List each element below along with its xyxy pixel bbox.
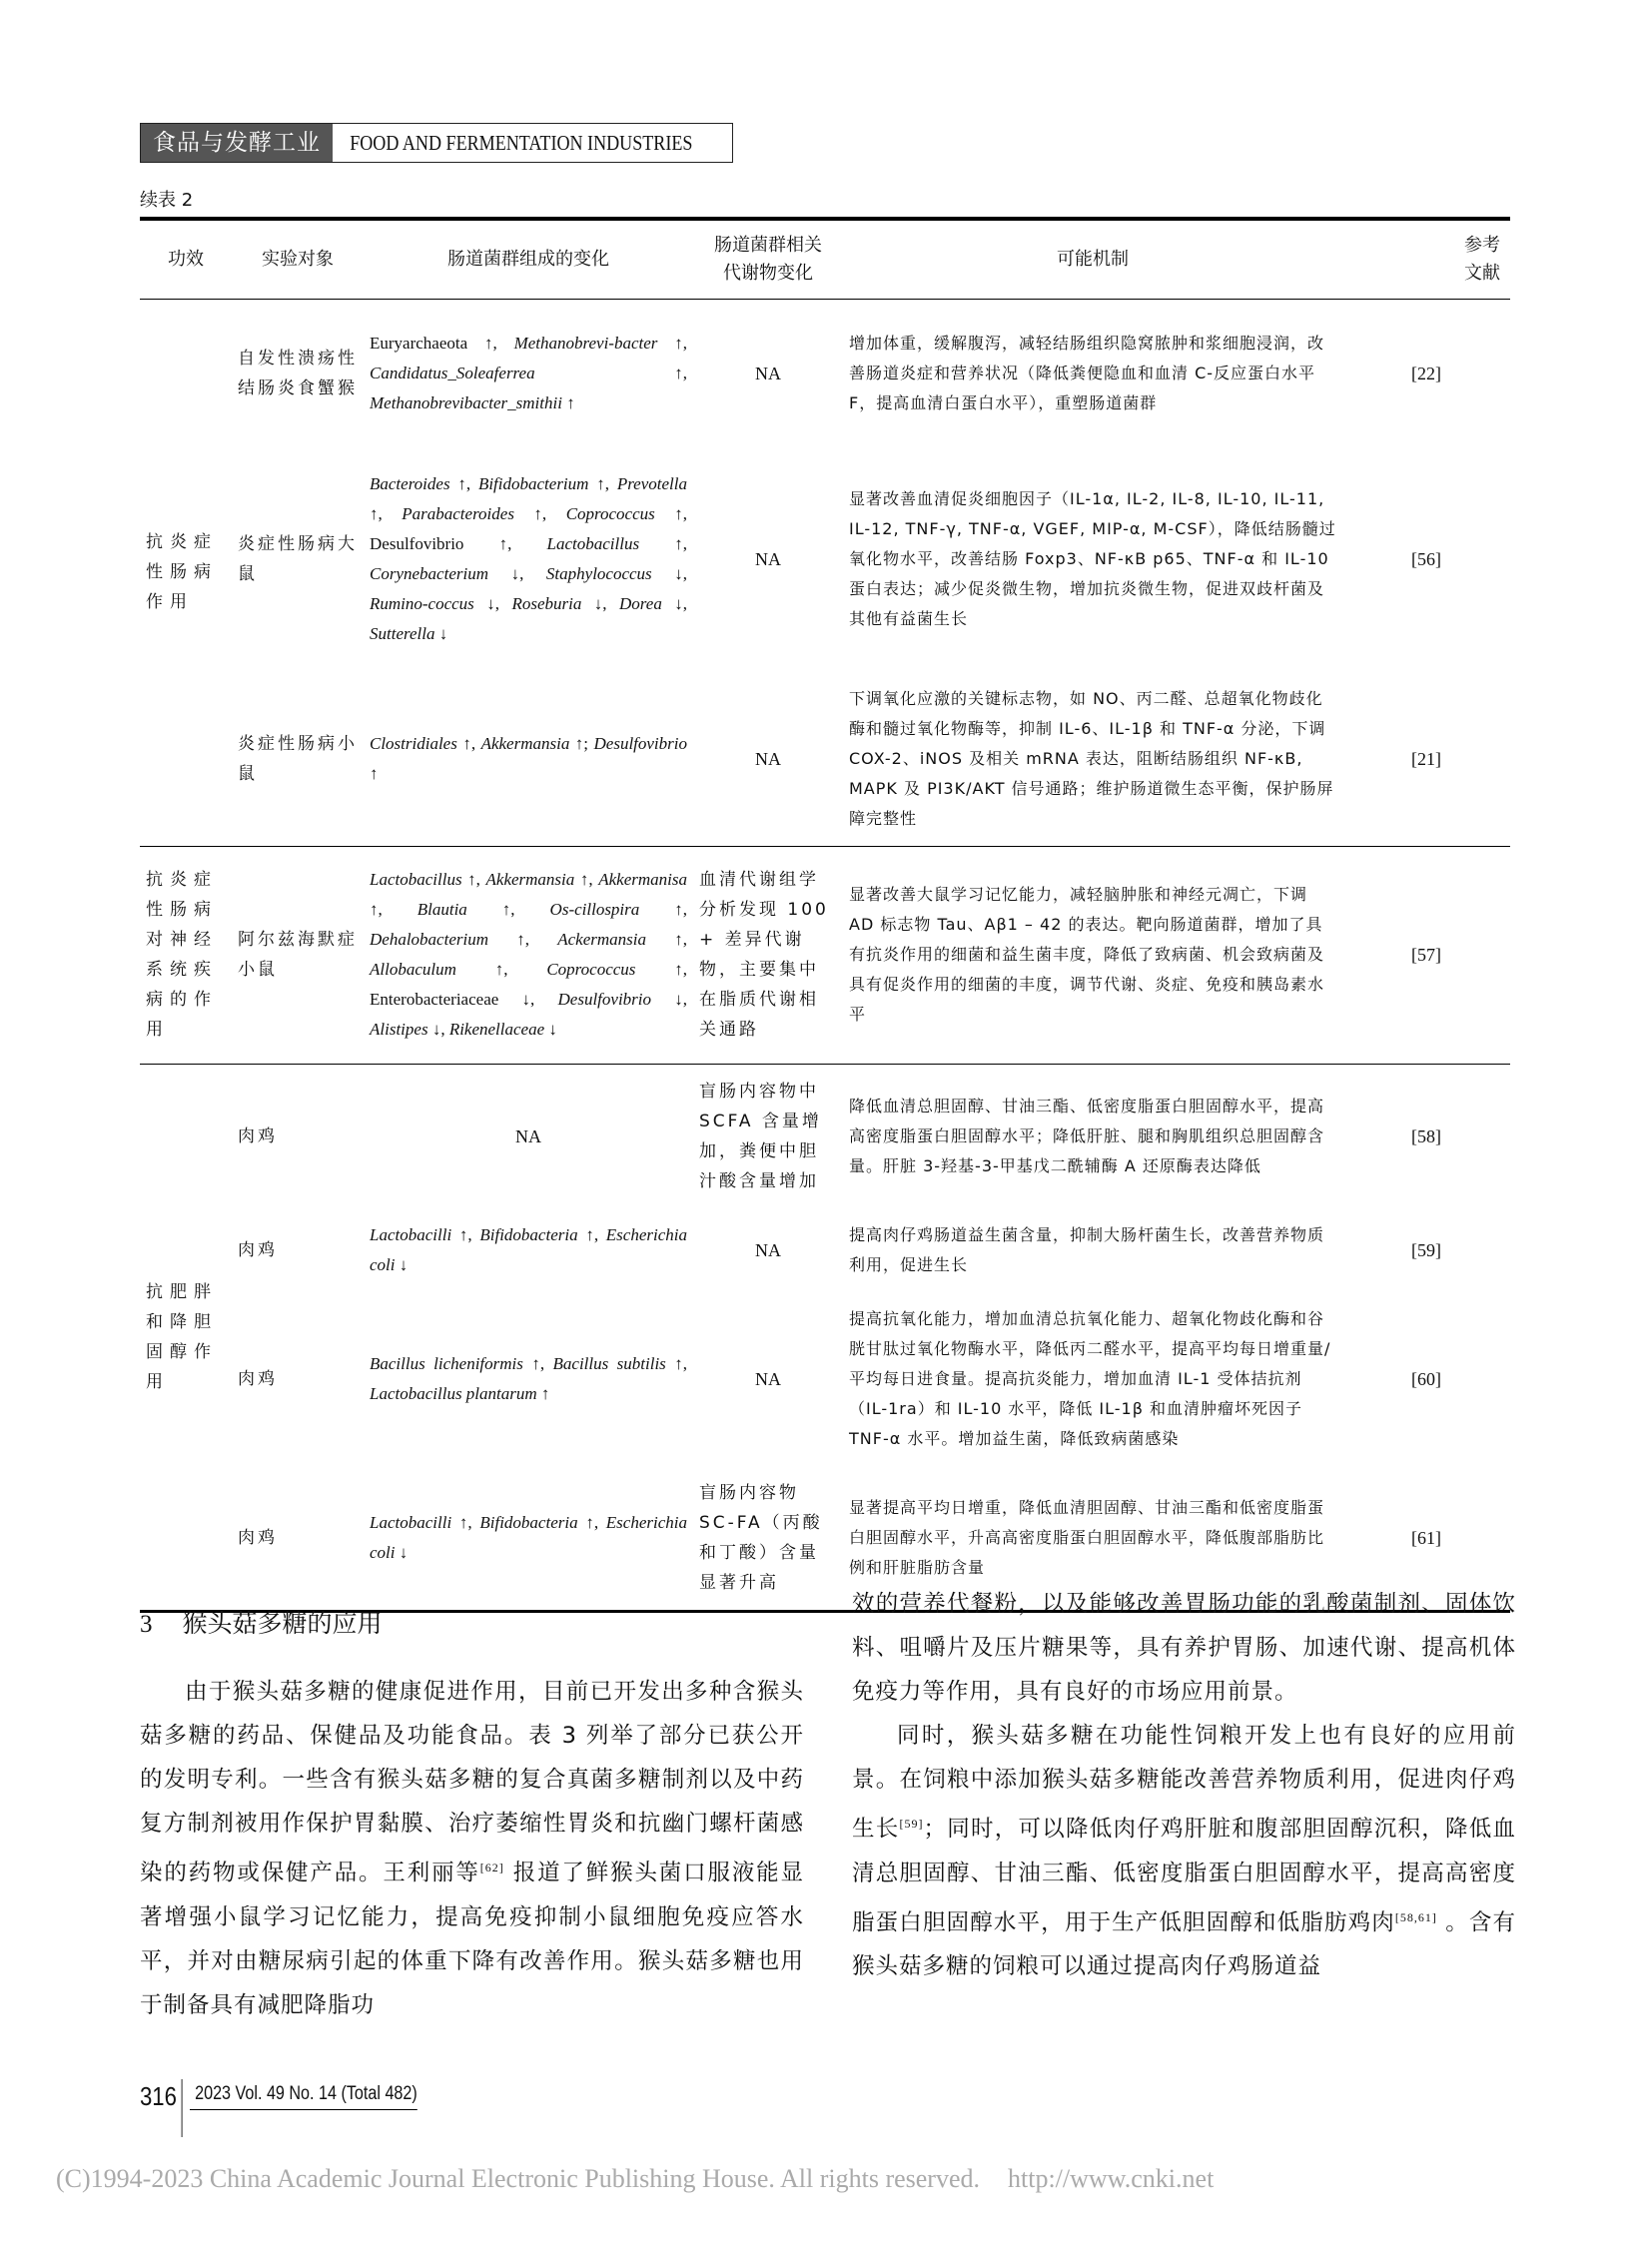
reference-cell: [59] [1411, 1239, 1441, 1260]
copyright-watermark [56, 2164, 1214, 2194]
subject-cell: 炎症性肠病小鼠 [232, 672, 364, 847]
mechanism-cell: 显著改善血清促炎细胞因子（IL-1α, IL-2, IL-8, IL-10, IL-11, IL-12, TNF-γ, TNF-α, VGEF, MIP-α, M-CSF），降低结肠髓过氧化物水平，改善结肠 Foxp3、NF-κB p65、TNF-α 和 IL-10 蛋白表达；减少促炎微生物，增加抗炎微生物，促进双歧杆菌及其他有益菌生长 [849, 489, 1336, 628]
effect-cell: 抗炎症性肠病作用 [140, 300, 232, 847]
table-row [140, 1292, 1510, 1466]
paragraph-text: 。含有猴头菇多糖的饲粮可以通过提高肉仔鸡肠道益 [852, 1909, 1516, 1979]
effect-cell: 抗炎症性肠病对神经系统疾病的作用 [140, 846, 232, 1064]
metabolite-cell: 盲肠内容物 SC-FA（丙酸和丁酸）含量显著升高 [693, 1466, 843, 1612]
subject-cell: 自发性溃疡性结肠炎食蟹猴 [238, 348, 358, 398]
table-row [140, 447, 1510, 672]
metabolite-cell: NA [755, 1239, 781, 1260]
table-header-row [140, 219, 1510, 300]
bacteria-cell: NA [515, 1125, 541, 1146]
section-number: 3 [140, 1611, 153, 1638]
body-paragraph [140, 1670, 804, 2027]
body-column-left [140, 1670, 804, 2027]
subject-cell: 肉鸡 [238, 1368, 278, 1389]
reference-cell: [60] [1411, 1368, 1441, 1389]
reference-cell: [61] [1342, 1466, 1510, 1612]
col-header-metabolite-line1: 肠道菌群相关 [714, 235, 822, 256]
bacteria-cell: Bacteroides ↑, Bifidobacterium ↑, Prevotella ↑, Parabacteroides ↑, Coprococcus ↑, Desulfovibrio ↑, Lactobacillus ↑, Corynebacterium ↓, Staphylococcus ↓, Rumino-coccus ↓, Roseburia ↓, Dorea ↓, Sutterella ↓ [370, 474, 688, 643]
body-paragraph: 效的营养代餐粉，以及能够改善胃肠功能的乳酸菌制剂、固体饮料、咀嚼片及压片糖果等，具有养护胃肠、加速代谢、提高机体免疫力等作用，具有良好的市场应用前景。 [852, 1591, 1516, 1705]
bacteria-cell: Lactobacillus ↑, Akkermansia ↑, Akkermanisa ↑, Blautia ↑, Os-cillospira ↑, Dehalobacterium ↑, Ackermansia ↑, Allobaculum ↑, Coprococcus ↑, Enterobacteriaceae ↓, Desulfovibrio ↓, Alistipes ↓, Rikenellaceae ↓ [364, 846, 693, 1064]
metabolite-cell: 血清代谢组学分析发现 100 + 差异代谢物，主要集中在脂质代谢相关通路 [693, 846, 843, 1064]
metabolite-cell: NA [755, 1368, 781, 1389]
table-row [140, 300, 1510, 447]
mechanism-cell: 下调氧化应激的关键标志物，如 NO、丙二醛、总超氧化物歧化酶和髓过氧化物酶等，抑制 IL-6、IL-1β 和 TNF-α 分泌，下调 COX-2、iNOS 及相关 mRNA 表达，阻断结肠组织 NF-κB, MAPK 及 PI3K/AKT 信号通路；维护肠道微生态平衡，保护肠屏障完整性 [843, 672, 1342, 847]
col-header-subject: 实验对象 [232, 219, 364, 300]
subject-cell: 炎症性肠病大鼠 [238, 534, 358, 584]
col-header-ref [1342, 219, 1510, 300]
reference-cell: [57] [1342, 846, 1510, 1064]
table-row [140, 1064, 1510, 1208]
bacteria-cell: Lactobacilli ↑, Bifidobacteria ↑, Escherichia coli ↓ [364, 1466, 693, 1612]
subject-cell: 肉鸡 [238, 1125, 278, 1146]
table-row [140, 846, 1510, 1064]
table-row [140, 1208, 1510, 1292]
citation[interactable]: [59] [899, 1817, 924, 1831]
col-header-mechanism: 可能机制 [843, 219, 1342, 300]
col-header-effect: 功效 [140, 219, 232, 300]
metabolite-cell: NA [693, 672, 843, 847]
reference-cell: [22] [1411, 363, 1441, 383]
metabolite-cell: NA [755, 549, 781, 569]
reference-cell: [21] [1342, 672, 1510, 847]
subject-cell: 肉鸡 [232, 1466, 364, 1612]
mechanism-cell: 显著提高平均日增重，降低血清胆固醇、甘油三酯和低密度脂蛋白胆固醇水平，升高高密度脂蛋白胆固醇水平，降低腹部脂肪比例和肝脏脂肪含量 [843, 1466, 1342, 1612]
paragraph-text: 同时，猴头菇多糖在功能性饲粮开发上也有良好的应用前景。在饲粮中添加猴头菇多糖能改善营养物质利用，促进肉仔鸡生长 [852, 1723, 1516, 1843]
issue-info: 2023 Vol. 49 No. 14 (Total 482) [190, 2079, 417, 2110]
table-row [140, 672, 1510, 847]
copyright-text: (C)1994-2023 China Academic Journal Electronic Publishing House. All rights reserved. [56, 2164, 980, 2193]
section-title: 猴头菇多糖的应用 [182, 1609, 383, 1638]
mechanism-cell: 增加体重，缓解腹泻，减轻结肠组织隐窝脓肿和浆细胞浸润，改善肠道炎症和营养状况（降低粪便隐血和血清 C-反应蛋白水平 F，提高血清白蛋白水平），重塑肠道菌群 [849, 333, 1325, 412]
body-paragraph [852, 1714, 1516, 1988]
mechanism-cell: 提高抗氧化能力，增加血清总抗氧化能力、超氧化物歧化酶和谷胱甘肽过氧化物酶水平，降低丙二醛水平，提高平均每日增重量/平均每日进食量。提高抗炎能力，增加血清 IL-1 受体拮抗剂（IL-1ra）和 IL-10 水平，降低 IL-1β 和血清肿瘤坏死因子 TNF-α 水平。增加益生菌，降低致病菌感染 [849, 1308, 1331, 1448]
mechanism-cell: 显著改善大鼠学习记忆能力，减轻脑肿胀和神经元凋亡，下调 AD 标志物 Tau、Aβ1 – 42 的表达。靶向肠道菌群，增加了具有抗炎作用的细菌和益生菌丰度，降低了致病菌、机会致病菌及具有促炎作用的细菌的丰度，调节代谢、炎症、免疫和胰岛素水平 [843, 846, 1342, 1064]
data-table [140, 217, 1510, 1613]
col-header-ref-line2: 文献 [1464, 263, 1500, 284]
metabolite-cell: NA [755, 363, 781, 383]
section-heading [140, 1604, 383, 1640]
metabolite-cell: 盲肠内容物中 SCFA 含量增加，粪便中胆汁酸含量增加 [699, 1081, 822, 1191]
bacteria-cell: Euryarchaeota ↑, Methanobrevi-bacter ↑, Candidatus_Soleaferrea ↑, Methanobrevibacter_smithii ↑ [370, 333, 687, 412]
paragraph-text: 由于猴头菇多糖的健康促进作用，目前已开发出多种含猴头菇多糖的药品、保健品及功能食品。表 3 列举了部分已获公开的发明专利。一些含有猴头菇多糖的复合真菌多糖制剂以及中药复方制剂被用作保护胃黏膜、治疗萎缩性胃炎和抗幽门螺杆菌感染的药物或保健产品。王利丽等 [140, 1679, 804, 1886]
table-caption: 续表 2 [140, 190, 194, 211]
col-header-ref-line1: 参考 [1464, 235, 1500, 256]
table-body [140, 300, 1510, 1612]
paragraph-text: 报道了鲜猴头菌口服液能显著增强小鼠学习记忆能力，提高免疫抑制小鼠细胞免疫应答水平，并对由糖尿病引起的体重下降有改善作用。猴头菇多糖也用于制备具有减肥降脂功 [140, 1860, 804, 2018]
bacteria-cell: Bacillus licheniformis ↑, Bacillus subtilis ↑, Lactobacillus plantarum ↑ [370, 1353, 688, 1403]
mechanism-cell: 降低血清总胆固醇、甘油三酯、低密度脂蛋白胆固醇水平，提高高密度脂蛋白胆固醇水平；降低肝脏、腿和胸肌组织总胆固醇含量。肝脏 3-羟基-3-甲基戊二酰辅酶 A 还原酶表达降低 [849, 1096, 1325, 1175]
citation[interactable]: [62] [479, 1861, 504, 1874]
effect-cell: 抗肥胖和降胆固醇作用 [140, 1064, 232, 1611]
journal-name-cn: 食品与发酵工业 [141, 124, 333, 162]
journal-name-en: FOOD AND FERMENTATION INDUSTRIES [350, 131, 693, 155]
col-header-bacteria: 肠道菌群组成的变化 [364, 219, 693, 300]
reference-cell: [56] [1411, 549, 1441, 569]
bacteria-cell: Clostridiales ↑, Akkermansia ↑; Desulfovibrio ↑ [364, 672, 693, 847]
citation[interactable]: [58,61] [1394, 1909, 1437, 1924]
subject-cell: 肉鸡 [238, 1239, 278, 1260]
col-header-metabolite-line2: 代谢物变化 [723, 263, 813, 284]
page-footer [140, 2079, 457, 2137]
reference-cell: [58] [1411, 1125, 1441, 1146]
page-number: 316 [140, 2079, 183, 2137]
journal-header [140, 123, 733, 163]
bacteria-cell: Lactobacilli ↑, Bifidobacteria ↑, Escherichia coli ↓ [370, 1224, 687, 1274]
paragraph-text: ；同时，可以降低肉仔鸡肝脏和腹部胆固醇沉积，降低血清总胆固醇、甘油三酯、低密度脂蛋白胆固醇水平，提高高密度脂蛋白胆固醇水平，用于生产低胆固醇和低脂肪鸡肉 [852, 1816, 1516, 1935]
cnki-link[interactable]: http://www.cnki.net [1008, 2164, 1215, 2193]
subject-cell: 阿尔兹海默症小鼠 [232, 846, 364, 1064]
col-header-metabolite [693, 219, 843, 300]
mechanism-cell: 提高肉仔鸡肠道益生菌含量，抑制大肠杆菌生长，改善营养物质利用，促进生长 [849, 1224, 1325, 1274]
body-column-right [852, 1582, 1516, 1988]
